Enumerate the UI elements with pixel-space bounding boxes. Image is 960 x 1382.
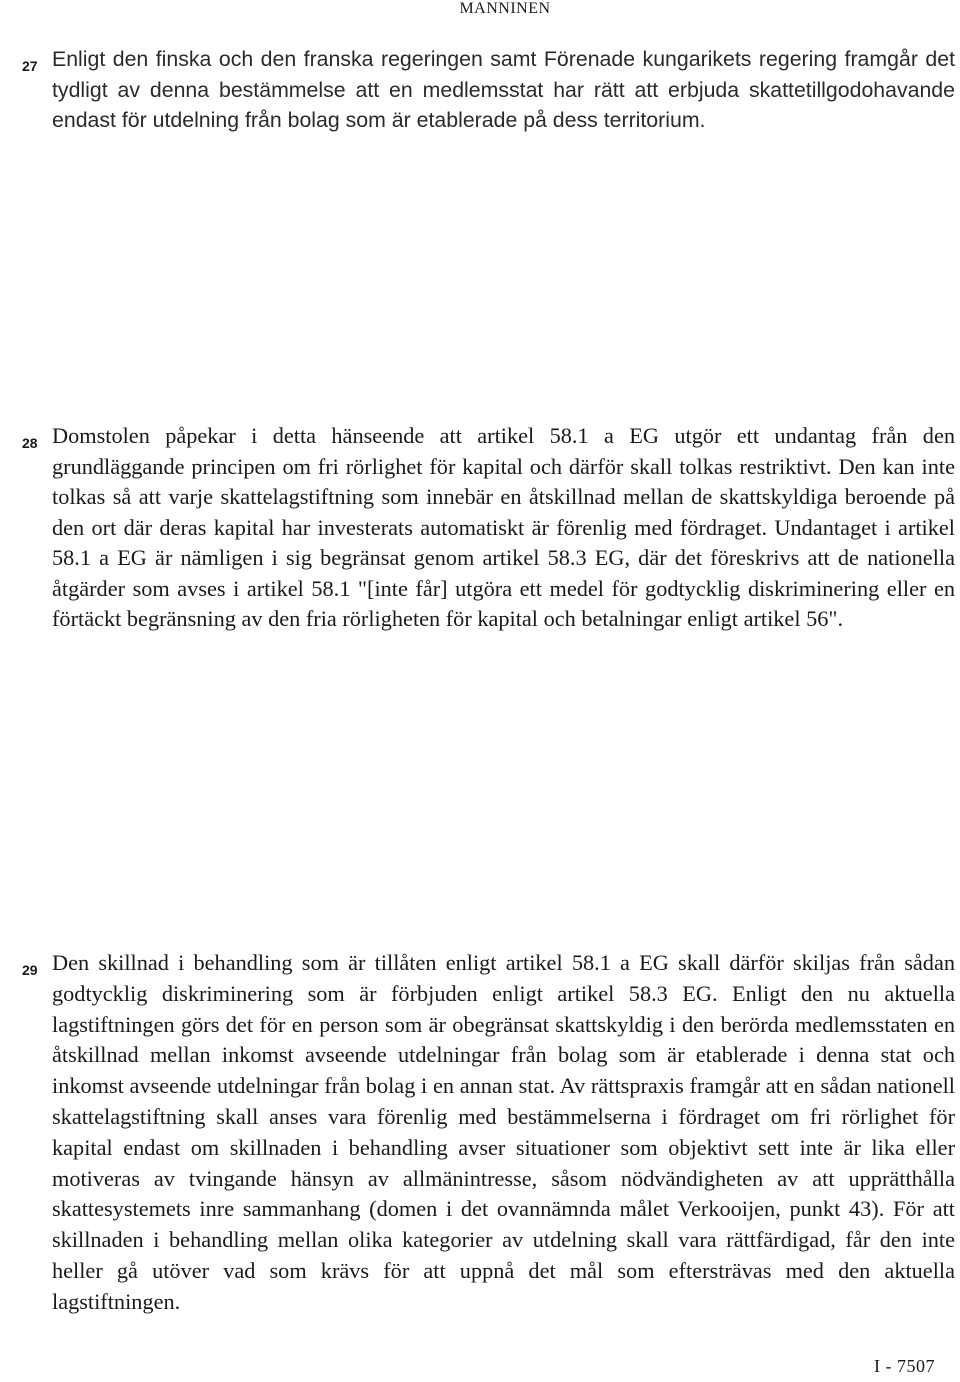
paragraph-number: 29 [22,962,38,978]
page-number: I - 7507 [874,1356,935,1376]
paragraph-number: 27 [22,58,38,74]
paragraph-text: Den skillnad i behandling som är tillåten enligt artikel 58.1 a EG skall därför skiljas från sådan godtycklig diskriminering som är förbjuden enligt artikel 58.3 EG. Enligt den nu aktuella lagstiftningen görs det för en person som är obegränsat skattskyldig i den berörda medlemsstaten en åtskillnad mellan inkomst avseende utdelningar från bolag som är etablerade i denna stat och inkomst avseende utdelningar från bolag i en annan stat. Av rättspraxis framgår att en sådan nationell skattelagstiftning skall anses vara förenlig med bestämmelserna i fördraget om fri rörlighet för kapital endast om skillnaden i behandling avser situationer som objektivt sett inte är lika eller motiveras av tvingande hänsyn av allmänintresse, såsom nödvändigheten av att upprätthålla skattesystemets inre sammanhang (domen i det ovannämnda målet Verkooijen, punkt 43). För att skillnaden i behandling mellan olika kategorier av utdelning skall vara rättfärdigad, får den inte heller gå utöver vad som krävs för att uppnå det mål som eftersträvas med den aktuella lagstiftningen. [52,950,955,1314]
paragraph-text: Domstolen påpekar i detta hänseende att artikel 58.1 a EG utgör ett undantag från den grundläggande principen om fri rörlighet för kapital och därför skall tolkas restriktivt. Den kan inte tolkas så att varje skattelagstiftning som innebär en åtskillnad mellan de skattskyldiga beroende på den ort där deras kapital har investerats automatiskt är förenlig med fördraget. Undantaget i artikel 58.1 a EG är nämligen i sig begränsat genom artikel 58.3 EG, där det föreskrivs att de nationella åtgärder som avses i artikel 58.1 "[inte får] utgöra ett medel för godtycklig diskriminering eller en förtäckt begränsning av den fria rörligheten för kapital och betalningar enligt artikel 56". [52,423,955,631]
running-header: MANNINEN [459,0,551,17]
paragraph-text: Enligt den finska och den franska regeringen samt Förenade kungarikets regering framgår det tydligt av denna bestämmelse att en medlemsstat har rätt att erbjuda skattetillgodohavande endast för utdelning från bolag som är etablerade på dess territorium. [52,47,955,132]
paragraph-number: 28 [22,435,38,451]
